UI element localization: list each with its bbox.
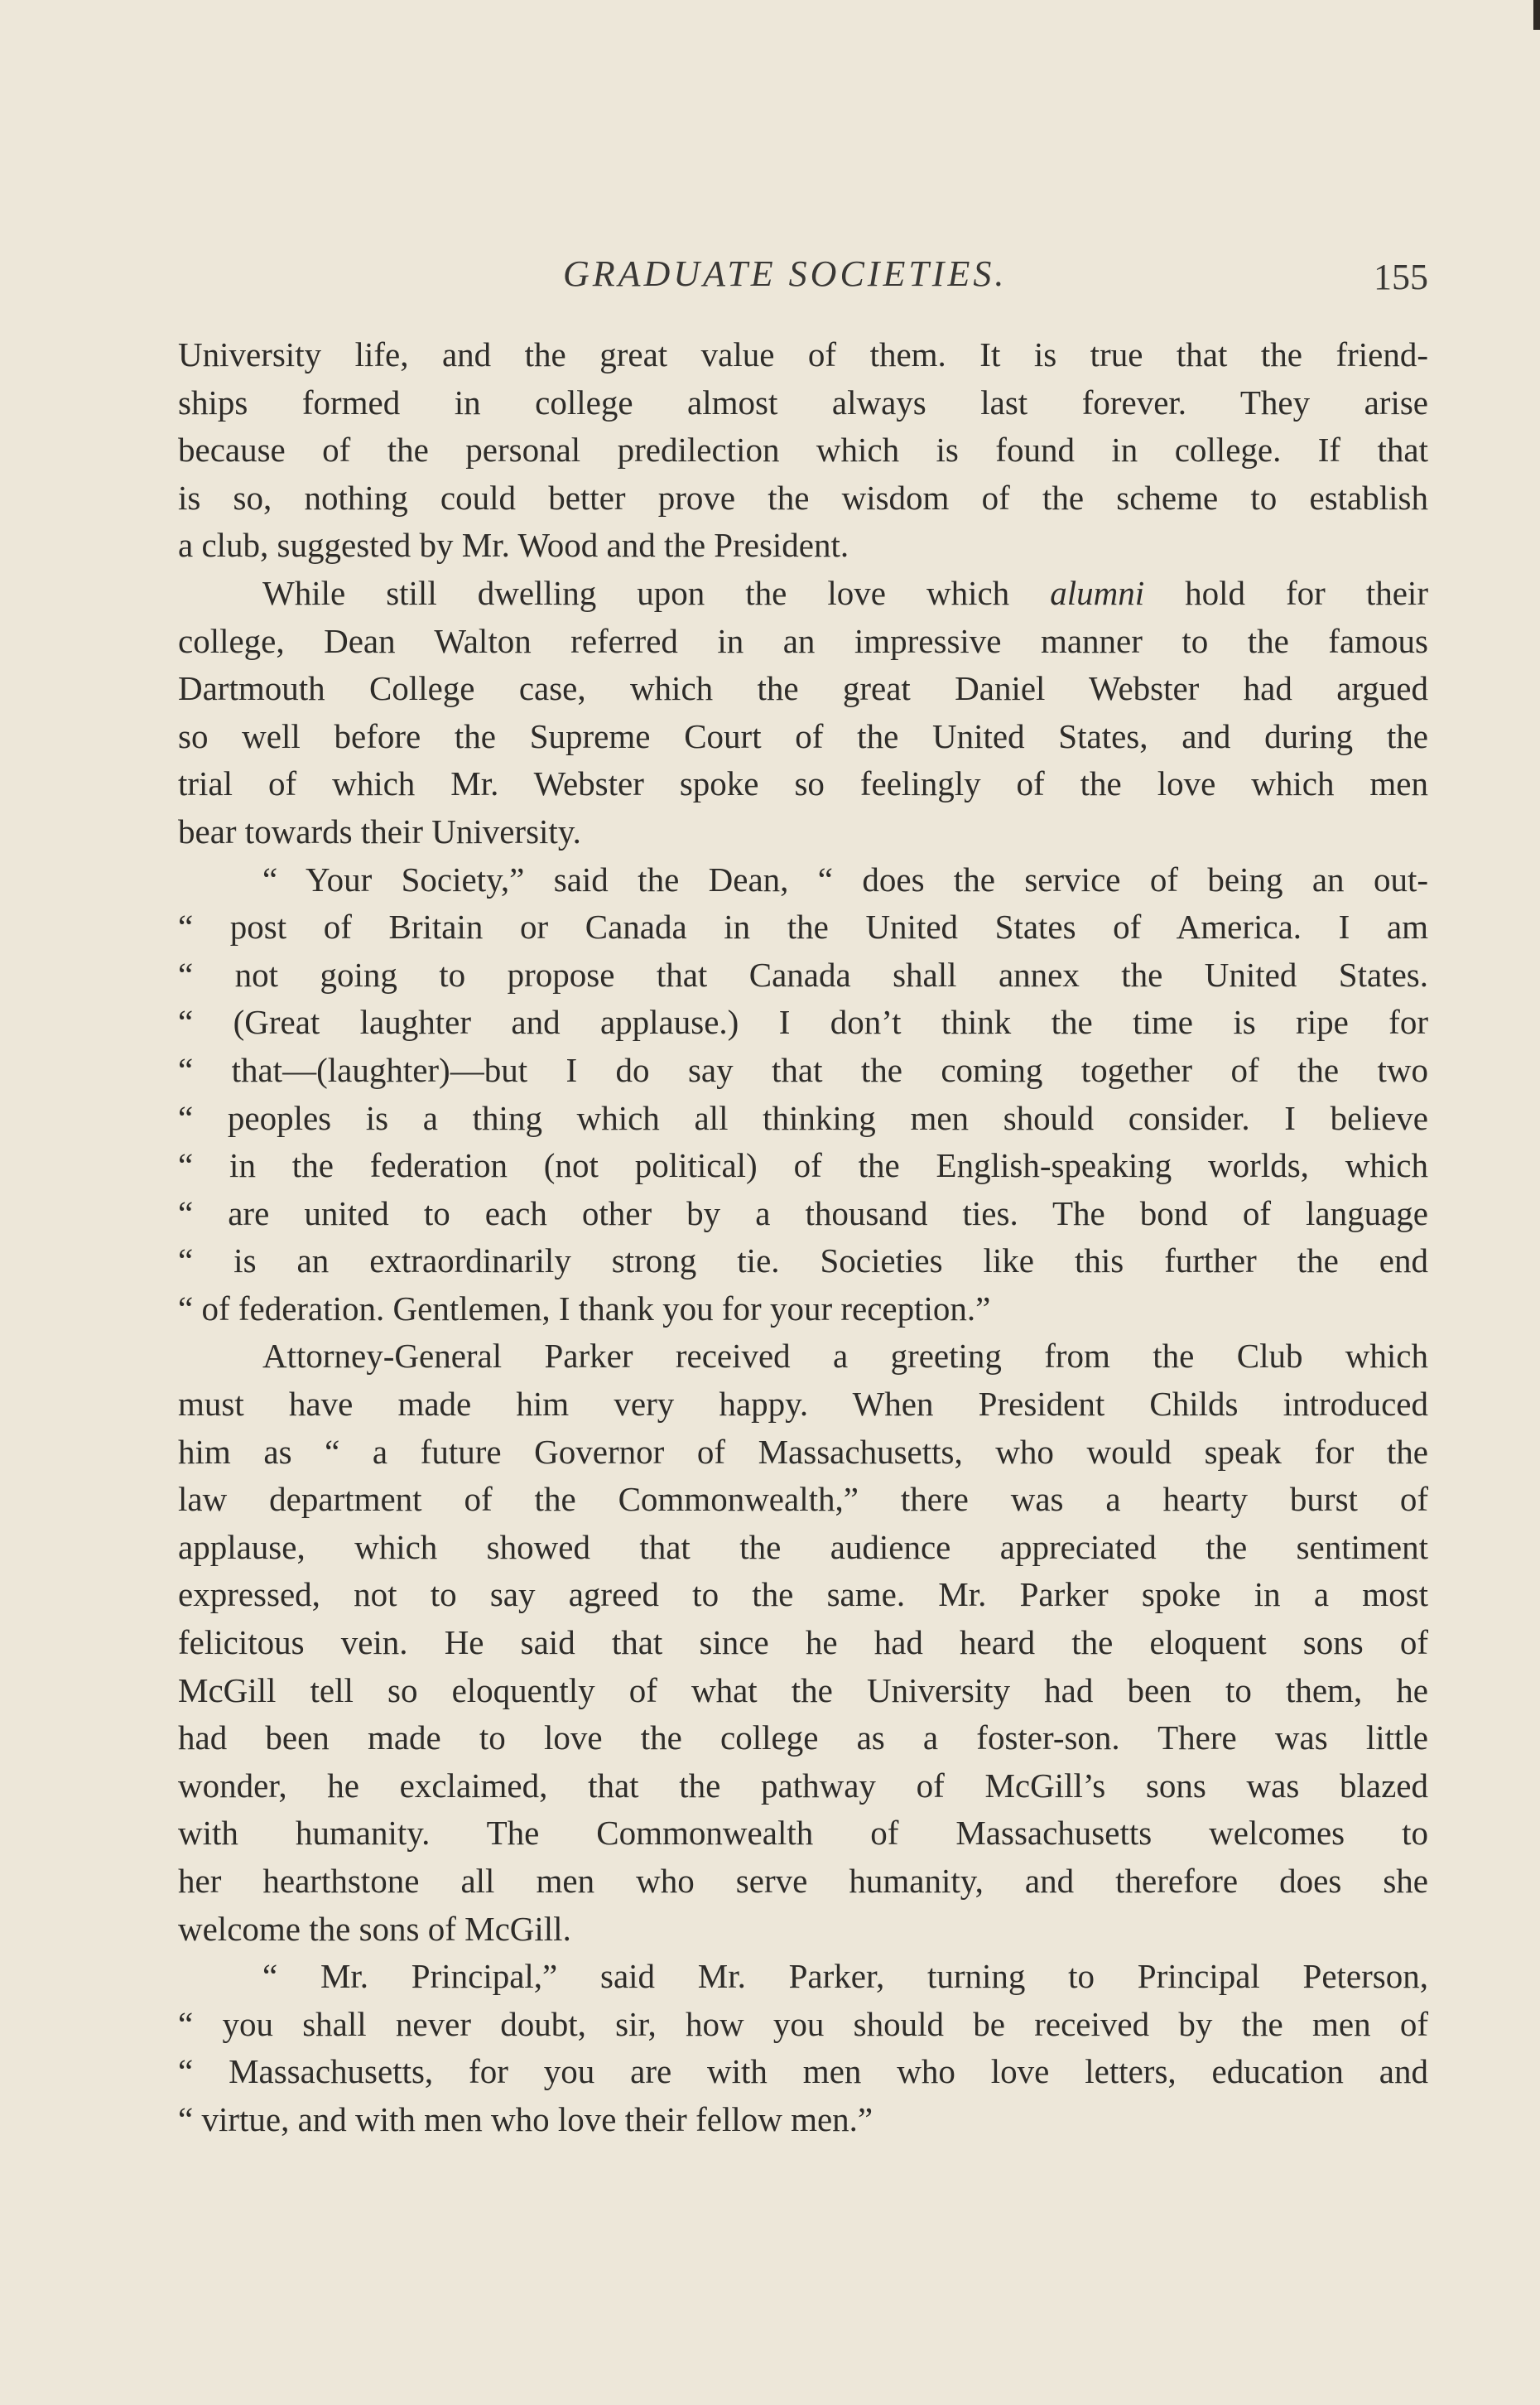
page-header [178, 253, 1428, 311]
text-line: is so, nothing could better prove the wisdom of the scheme to establish [178, 478, 1428, 517]
text-line: Dartmouth College case, which the great Daniel Webster had argued [178, 669, 1428, 708]
text-line: “ Mr. Principal,” said Mr. Parker, turning to Principal Peterson, [262, 1957, 1428, 1996]
text-line: “ are united to each other by a thousand ties. The bond of language [178, 1193, 1428, 1232]
text-line: so well before the Supreme Court of the United States, and during the [178, 716, 1428, 755]
text-line: had been made to love the college as a foster-son. There was little [178, 1718, 1428, 1757]
text-line: expressed, not to say agreed to the same. Mr. Parker spoke in a most [178, 1575, 1428, 1614]
text-line: him as “ a future Governor of Massachusetts, who would speak for the [178, 1432, 1428, 1471]
text-line: “ that—(laughter)—but I do say that the coming together of the two [178, 1050, 1428, 1089]
text-line: “ virtue, and with men who love their fellow men.” [178, 2099, 873, 2138]
text-line: wonder, he exclaimed, that the pathway of McGill’s sons was blazed [178, 1766, 1428, 1805]
page-number: 155 [1374, 257, 1428, 297]
page-edge [1533, 0, 1540, 30]
text-line: “ peoples is a thing which all thinking men should consider. I believe [178, 1098, 1428, 1137]
italic-word: alumni [1050, 573, 1145, 612]
text-line: “ not going to propose that Canada shall annex the United States. [178, 955, 1428, 994]
text-line: her hearthstone all men who serve humanity, and therefore does she [178, 1862, 1428, 1900]
text-line: felicitous vein. He said that since he had heard the eloquent sons of [178, 1623, 1428, 1662]
text-line: “ Massachusetts, for you are with men who love letters, education and [178, 2052, 1428, 2091]
text-line: “ in the federation (not political) of the English-speaking worlds, which [178, 1146, 1428, 1185]
text-line: “ Your Society,” said the Dean, “ does the service of being an out- [262, 860, 1428, 899]
text-line: University life, and the great value of them. It is true that the friend- [178, 335, 1428, 374]
text-line: ships formed in college almost always last forever. They arise [178, 383, 1428, 422]
text-line: “ post of Britain or Canada in the United States of America. I am [178, 908, 1428, 947]
text-line: must have made him very happy. When President Childs introduced [178, 1385, 1428, 1424]
text-line: law department of the Commonwealth,” there was a hearty burst of [178, 1480, 1428, 1519]
text-line: welcome the sons of McGill. [178, 1909, 571, 1948]
text-line: applause, which showed that the audience appreciated the sentiment [178, 1527, 1428, 1566]
text-line: trial of which Mr. Webster spoke so feelingly of the love which men [178, 764, 1428, 803]
running-head: GRADUATE SOCIETIES. [563, 253, 1008, 294]
text-line: “ (Great laughter and applause.) I don’t think the time is ripe for [178, 1003, 1428, 1042]
text-line: because of the personal predilection which is found in college. If that [178, 431, 1428, 470]
text-line: with humanity. The Commonwealth of Massachusetts welcomes to [178, 1814, 1428, 1853]
text-line: McGill tell so eloquently of what the University had been to them, he [178, 1670, 1428, 1709]
text-line: a club, suggested by Mr. Wood and the President. [178, 526, 849, 565]
text-line: While still dwelling upon the love which alumni hold for their [262, 573, 1428, 612]
text-line: “ of federation. Gentlemen, I thank you for your reception.” [178, 1289, 991, 1328]
body-text [178, 331, 1428, 2144]
text-line: college, Dean Walton referred in an impressive manner to the famous [178, 621, 1428, 660]
text-line: bear towards their University. [178, 812, 581, 851]
text-line: Attorney-General Parker received a greeting from the Club which [262, 1337, 1428, 1376]
text-line: “ you shall never doubt, sir, how you should be received by the men of [178, 2004, 1428, 2043]
text-line: “ is an extraordinarily strong tie. Societies like this further the end [178, 1241, 1428, 1280]
